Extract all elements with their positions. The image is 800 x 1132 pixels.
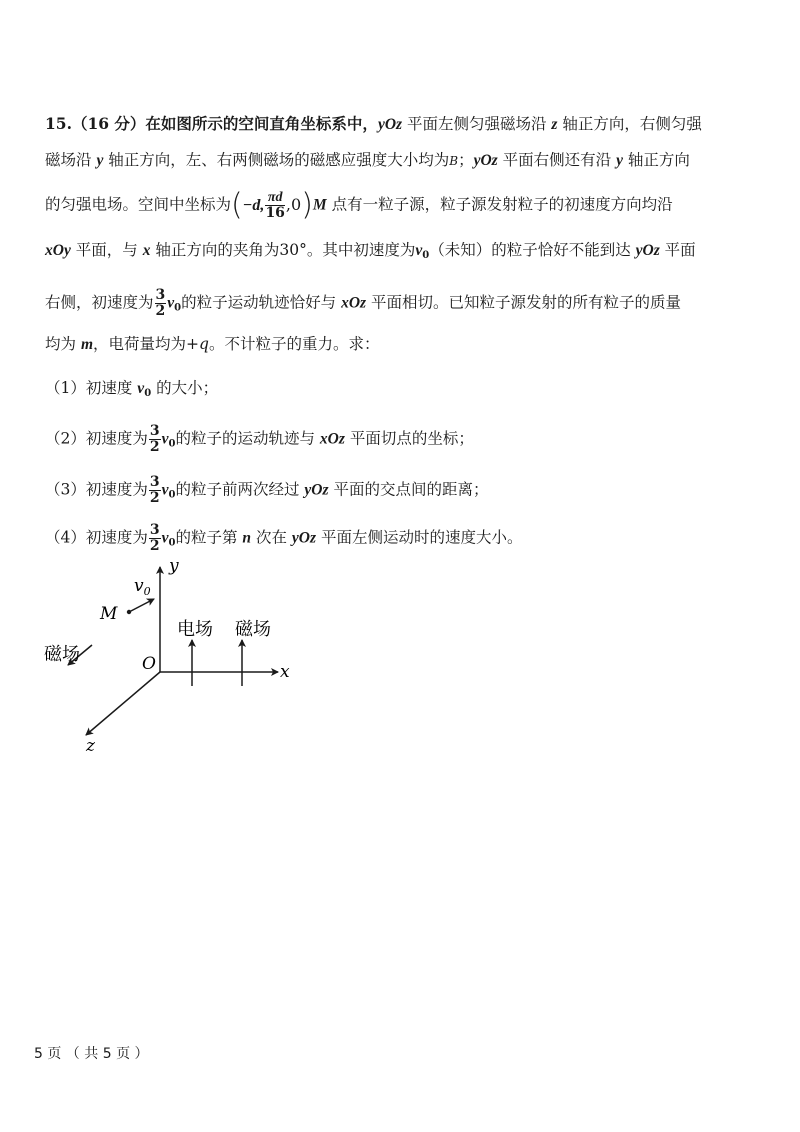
- page-footer: 5 页 （ 共 5 页 ）: [34, 1046, 149, 1062]
- question-2: （2）初速度为 $\frac{3}{2}$ $v_0$的粒子的运动轨迹与 xOz 平面切点的坐标；: [45, 423, 474, 455]
- coordinate-expression: (−d, $\frac{\pi d}{16}$ ,0): [231, 187, 313, 223]
- magnetic-field-label-left: 磁场: [44, 644, 80, 665]
- fraction-3-2: $\frac{3}{2}$: [149, 522, 160, 554]
- coordinate-diagram: [30, 555, 320, 755]
- z-axis: [86, 672, 160, 735]
- axis-label-y: y: [169, 556, 179, 576]
- point-m-label: M: [100, 604, 118, 624]
- origin-label: O: [142, 654, 156, 674]
- magnetic-field-label-right: 磁场: [235, 619, 271, 640]
- axis-label-x: x: [280, 662, 290, 682]
- problem-line-6: 均为 m，电荷量均为+q。不计粒子的重力。求：: [45, 335, 380, 353]
- problem-line-5: 右侧，初速度为 $\frac{3}{2}$ $v_0$的粒子运动轨迹恰好与 xOz 平面相切。已知粒子源发射的所有粒子的质量: [45, 287, 681, 319]
- fraction-3-2: $\frac{3}{2}$: [149, 474, 160, 506]
- fraction-pi-d-16: $\frac{\pi d}{16}$: [265, 190, 285, 221]
- question-1: （1）初速度 $v_0$ 的大小；: [45, 379, 219, 399]
- problem-line-4: xOy 平面，与 x 轴正方向的夹角为30°。其中初速度为$v_0$（未知）的粒子恰好不能到达 yOz 平面: [45, 241, 696, 261]
- problem-line-1: 15.（16 分）在如图所示的空间直角坐标系中，yOz 平面左侧匀强磁场沿 z 轴正方向，右侧匀强: [45, 114, 702, 133]
- velocity-arrow: [129, 599, 154, 612]
- fraction-3-2: $\frac{3}{2}$: [149, 423, 160, 455]
- problem-line-3: 的匀强电场。空间中坐标为(−d, $\frac{\pi d}{16}$ ,0)M 点有一粒子源，粒子源发射粒子的初速度方向均沿: [45, 187, 673, 223]
- coordinate-figure: [30, 555, 320, 755]
- question-4: （4）初速度为 $\frac{3}{2}$ $v_0$的粒子第 n 次在 yOz 平面左侧运动时的速度大小。: [45, 522, 523, 554]
- electric-field-label: 电场: [177, 619, 213, 640]
- fraction-3-2: $\frac{3}{2}$: [155, 287, 166, 319]
- question-3: （3）初速度为 $\frac{3}{2}$ $v_0$的粒子前两次经过 yOz 平面的交点间的距离；: [45, 474, 489, 506]
- problem-line-2: 磁场沿 y 轴正方向，左、右两侧磁场的磁感应强度大小均为B；yOz 平面右侧还有沿 y 轴正方向: [45, 151, 690, 169]
- v0-label: $v_0$: [134, 576, 151, 598]
- axis-label-z: z: [86, 736, 95, 755]
